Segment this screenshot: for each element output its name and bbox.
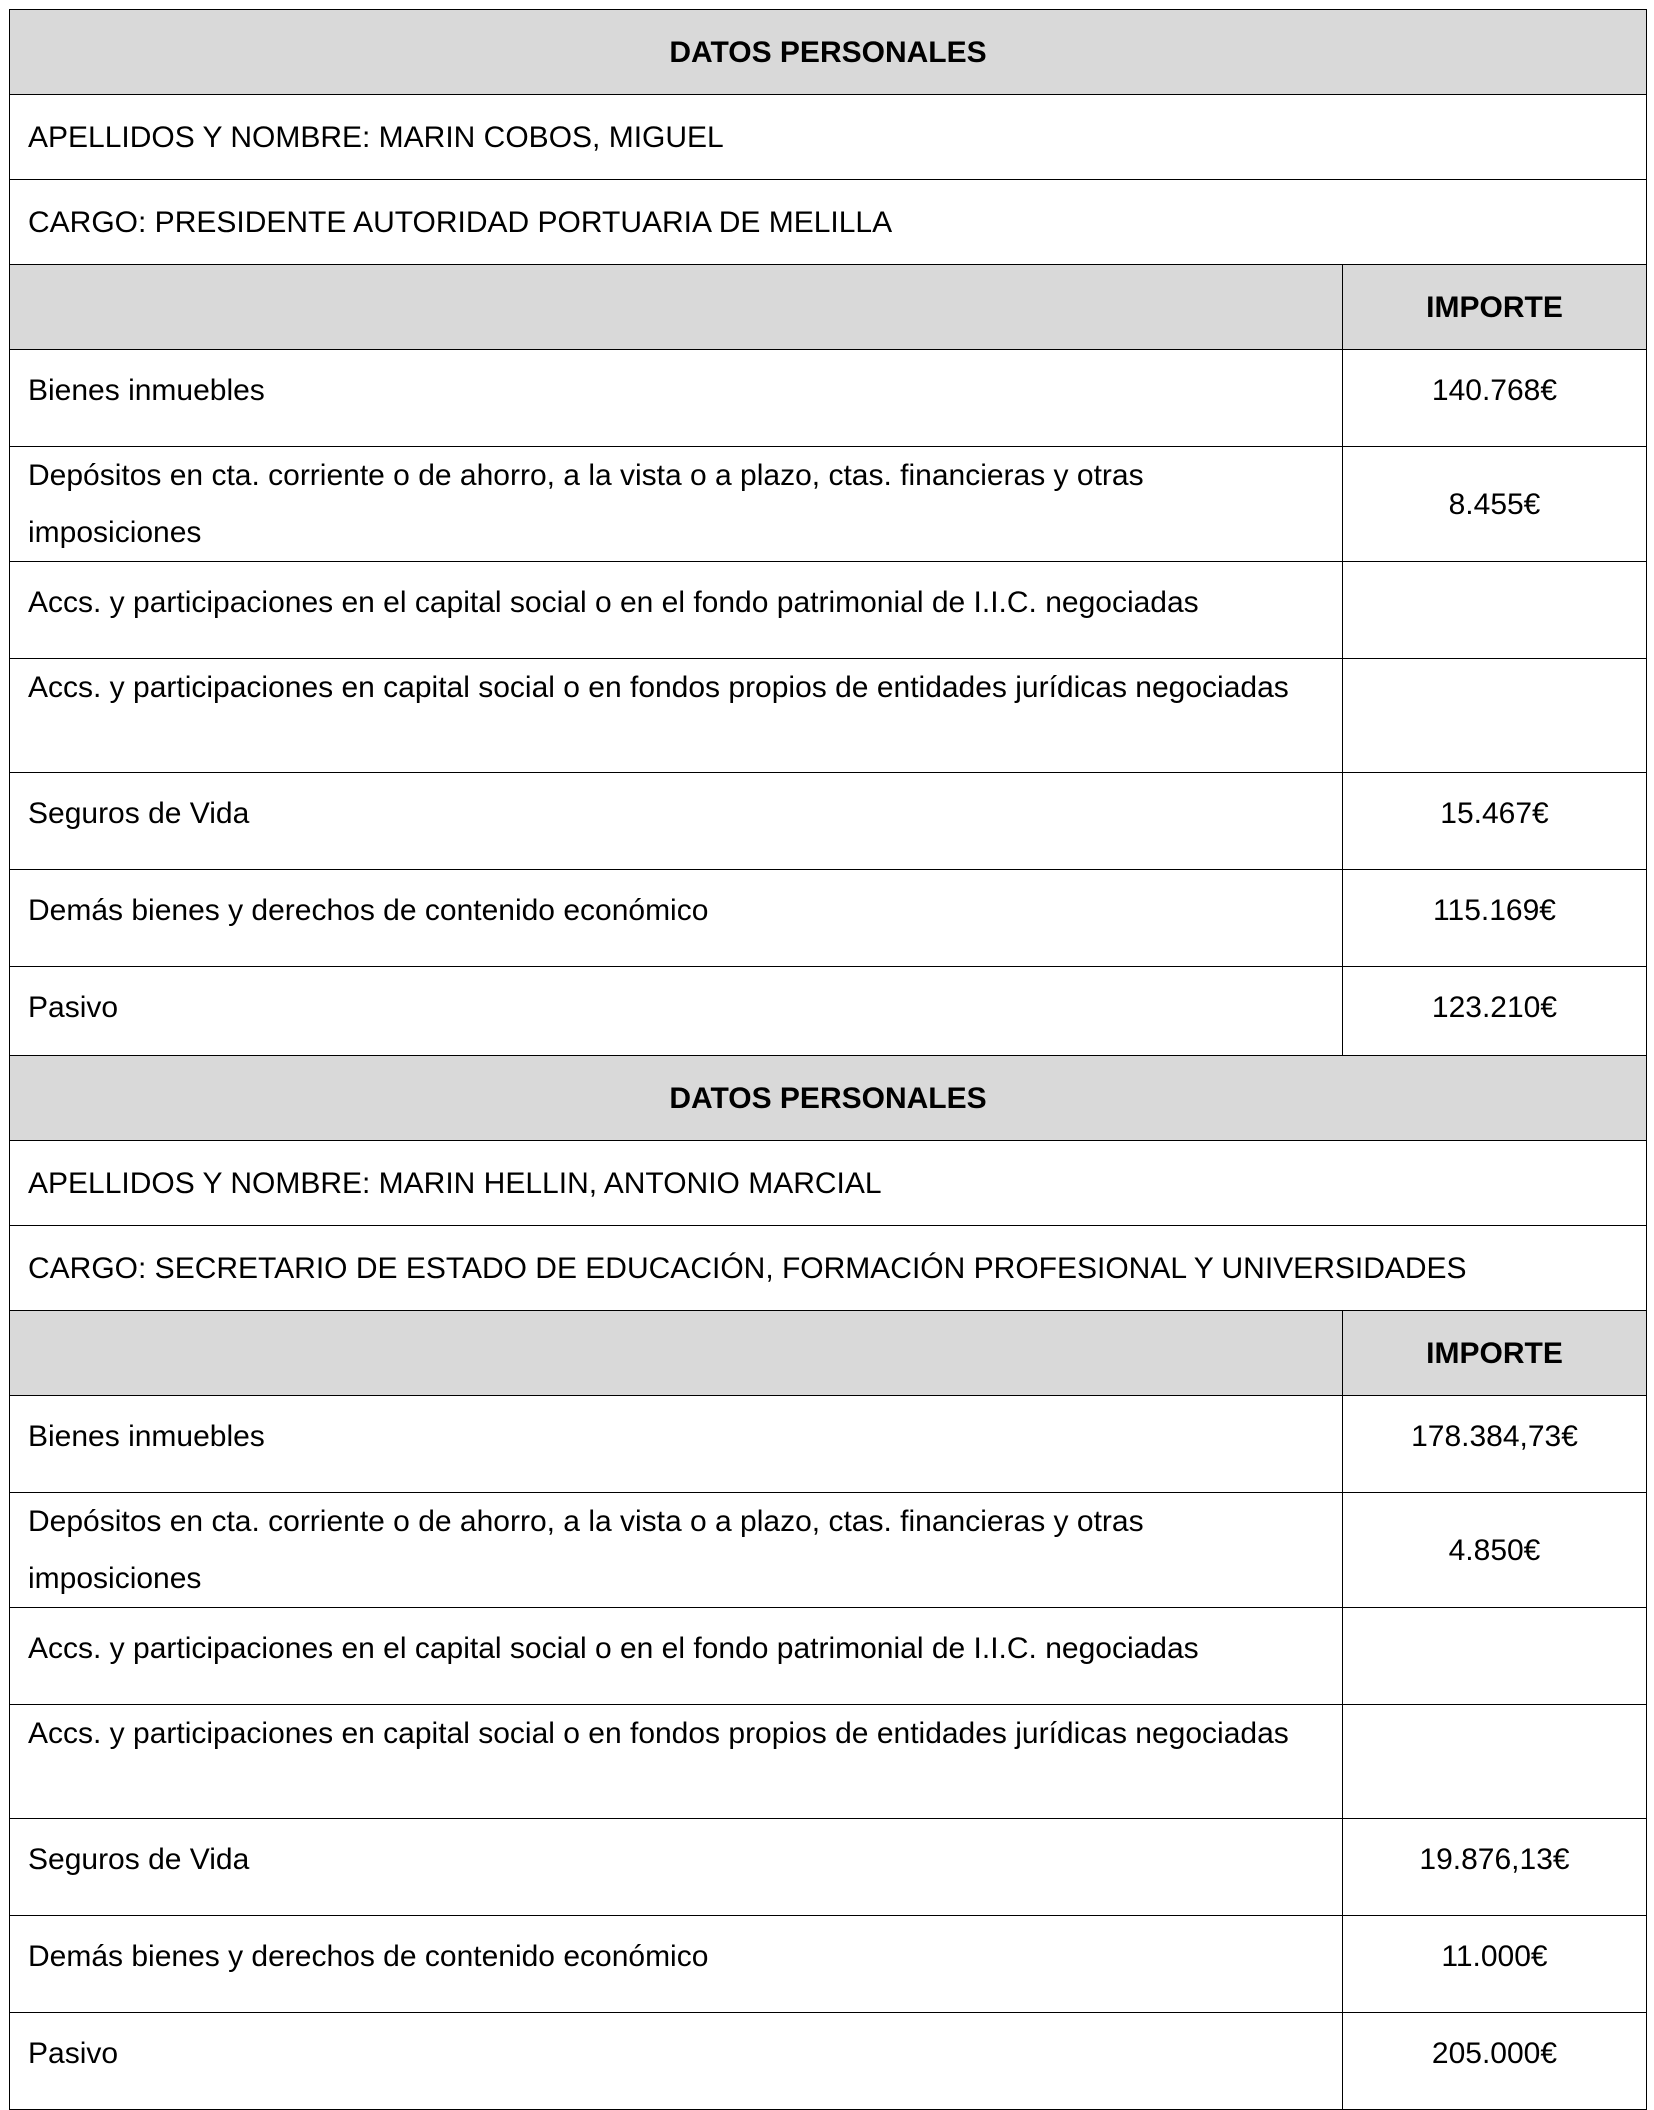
asset-label: Accs. y participaciones en capital social o en fondos propios de entidades jurídicas negociadas [10,659,1343,773]
header-blank-cell [10,1311,1343,1396]
full-name: APELLIDOS Y NOMBRE: MARIN COBOS, MIGUEL [10,95,1647,180]
table-row [10,447,1647,562]
asset-amount: 178.384,73€ [1343,1396,1647,1493]
asset-label: Accs. y participaciones en el capital social o en el fondo patrimonial de I.I.C. negociadas [10,562,1343,659]
amount-header: IMPORTE [1343,1311,1647,1396]
asset-label: Accs. y participaciones en el capital social o en el fondo patrimonial de I.I.C. negociadas [10,1608,1343,1705]
asset-amount: 205.000€ [1343,2013,1647,2110]
asset-amount: 15.467€ [1343,773,1647,870]
table-row [10,967,1647,1064]
asset-label: Depósitos en cta. corriente o de ahorro, a la vista o a plazo, ctas. financieras y otras imposiciones [10,447,1343,562]
table-row [10,1396,1647,1493]
section-title: DATOS PERSONALES [10,10,1647,95]
asset-amount: 115.169€ [1343,870,1647,967]
asset-label: Pasivo [10,2013,1343,2110]
asset-amount: 8.455€ [1343,447,1647,562]
position: CARGO: PRESIDENTE AUTORIDAD PORTUARIA DE MELILLA [10,180,1647,265]
asset-label: Demás bienes y derechos de contenido económico [10,870,1343,967]
table-row [10,1819,1647,1916]
table-row [10,350,1647,447]
full-name: APELLIDOS Y NOMBRE: MARIN HELLIN, ANTONIO MARCIAL [10,1141,1647,1226]
asset-label: Seguros de Vida [10,1819,1343,1916]
asset-amount [1343,1608,1647,1705]
table-row [10,1916,1647,2013]
table-row [10,562,1647,659]
asset-label: Accs. y participaciones en capital social o en fondos propios de entidades jurídicas negociadas [10,1705,1343,1819]
asset-label: Seguros de Vida [10,773,1343,870]
header-blank-cell [10,265,1343,350]
asset-amount: 4.850€ [1343,1493,1647,1608]
asset-amount [1343,659,1647,773]
asset-amount [1343,562,1647,659]
table-row [10,773,1647,870]
asset-label: Depósitos en cta. corriente o de ahorro, a la vista o a plazo, ctas. financieras y otras imposiciones [10,1493,1343,1608]
table-row [10,1493,1647,1608]
position: CARGO: SECRETARIO DE ESTADO DE EDUCACIÓN, FORMACIÓN PROFESIONAL Y UNIVERSIDADES [10,1226,1647,1311]
asset-amount: 123.210€ [1343,967,1647,1064]
asset-amount: 19.876,13€ [1343,1819,1647,1916]
asset-amount: 11.000€ [1343,1916,1647,2013]
table-row [10,659,1647,773]
section-title: DATOS PERSONALES [10,1056,1647,1141]
asset-amount [1343,1705,1647,1819]
asset-amount: 140.768€ [1343,350,1647,447]
amount-header: IMPORTE [1343,265,1647,350]
table-row [10,1608,1647,1705]
asset-label: Bienes inmuebles [10,350,1343,447]
asset-label: Bienes inmuebles [10,1396,1343,1493]
asset-declaration-table-2 [9,1055,1646,2110]
table-row [10,1705,1647,1819]
asset-label: Demás bienes y derechos de contenido económico [10,1916,1343,2013]
asset-declaration-table-1 [9,9,1646,1064]
table-row [10,2013,1647,2110]
asset-label: Pasivo [10,967,1343,1064]
table-row [10,870,1647,967]
